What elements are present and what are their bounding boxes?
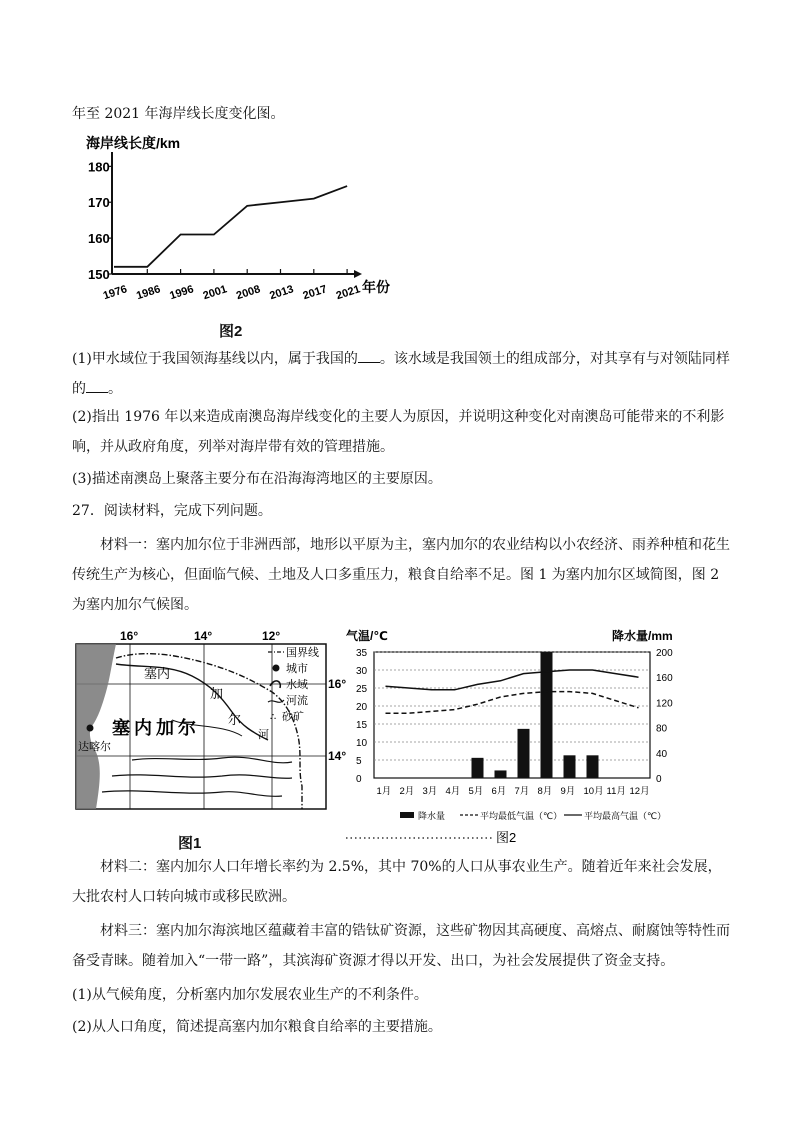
climate-left-tick-label: 30: [356, 666, 368, 677]
material-2: 材料二：塞内加尔人口年增长率约为 2.5%，其中 70%的人口从事农业生产。随着近年来社会发展，大批农村人口转向城市或移民欧洲。: [72, 859, 722, 905]
climate-left-tick-label: 35: [356, 648, 368, 659]
climate-chart-caption: 图2: [496, 830, 517, 845]
coast-y-tick-label: 180: [88, 159, 110, 175]
legend-border: 国界线: [286, 647, 319, 659]
city-dot-dakar: [87, 725, 94, 732]
climate-right-tick-label: 160: [656, 673, 673, 685]
climate-right-tick-label: 80: [656, 723, 668, 735]
climate-chart: [342, 626, 692, 848]
precip-bar: [495, 770, 507, 778]
climate-left-tick-label: 15: [356, 720, 368, 731]
climate-month-label: 3月: [422, 786, 438, 797]
intro-line: 年至 2021 年海岸线长度变化图。: [72, 106, 285, 122]
climate-plot-frame: [374, 652, 650, 778]
climate-right-tick-label: 200: [656, 648, 673, 659]
legend-max-temp: 平均最高气温（℃）: [584, 811, 667, 821]
river-char-1: 加: [210, 686, 224, 701]
answer-blank-2[interactable]: [86, 378, 108, 393]
coast-xlabel: 年份: [362, 279, 390, 295]
coast-y-tick-label: 150: [88, 267, 110, 282]
lon-label-16: 16°: [120, 629, 139, 643]
material-1: 材料一：塞内加尔位于非洲西部，地形以平原为主，塞内加尔的农业结构以小农经济、雨养种植和花生传统生产为核心，但面临气候、土地及人口多重压力，粮食自给率不足。图 1 为塞内加尔区域简图，图 2 为塞内加尔气候图。: [72, 537, 730, 613]
lat-label-14: 14°: [328, 749, 347, 763]
legend-city: 城市: [286, 663, 308, 675]
climate-month-label: 12月: [629, 786, 650, 797]
precip-bar: [472, 758, 484, 778]
river-char-2: 尔: [228, 712, 242, 727]
lat-label-16: 16°: [328, 677, 347, 691]
climate-month-label: 11月: [606, 786, 626, 797]
legend-water: 水域: [286, 679, 308, 691]
legend-precip: 降水量: [418, 811, 446, 821]
coast-x-tick-label: 2001: [201, 283, 229, 303]
q27-part2: (2)从人口角度，简述提高塞内加尔粮食自给率的主要措施。: [72, 1019, 442, 1035]
climate-left-tick-label: 5: [356, 756, 362, 767]
precip-bar: [564, 755, 576, 778]
climate-month-label: 10月: [583, 786, 604, 797]
coast-length-line: [114, 186, 347, 267]
map-caption: 图1: [178, 835, 202, 852]
climate-right-tick-label: 40: [656, 748, 668, 760]
climate-legend: [400, 810, 666, 821]
legend-sand-ore: 砂矿: [282, 711, 304, 723]
coast-ylabel: 海岸线长度/km: [86, 135, 181, 151]
city-label-dakar: 达喀尔: [78, 741, 111, 753]
legend-precip-swatch: [400, 812, 414, 818]
climate-month-label: 1月: [376, 786, 392, 797]
climate-left-tick-label: 25: [356, 684, 368, 695]
climate-left-tick-label: 10: [356, 738, 368, 749]
q26-part1: (1)甲水域位于我国领海基线以内，属于我国的 。该水域是我国领土的组成部分，对其享有与对领陆同样 的 。: [72, 344, 732, 404]
climate-left-tick-label: 0: [356, 774, 362, 785]
q26-part2: (2)指出 1976 年以来造成南澳岛海岸线变化的主要人为原因，并说明这种变化对南澳岛可能带来的不利影响，并从政府角度，列举对海岸带有效的管理措施。: [72, 409, 725, 455]
climate-month-label: 7月: [514, 786, 530, 797]
climate-month-label: 6月: [491, 786, 507, 797]
climate-left-tick-label: 20: [356, 702, 368, 713]
legend-min-temp: 平均最低气温（℃）: [480, 811, 563, 821]
region-label: 塞内: [144, 666, 171, 681]
climate-month-label: 2月: [399, 786, 415, 797]
country-label: 塞内加尔: [112, 718, 200, 738]
river-char-3: 河: [258, 729, 269, 741]
min-temp-line: [386, 692, 639, 714]
legend-sand-ore-icon: ∴: [270, 712, 277, 723]
coast-chart-caption: 图2: [219, 323, 243, 340]
coast-x-arrow: [354, 270, 362, 278]
q26-part3: (3)描述南澳岛上聚落主要分布在沿海海湾地区的主要原因。: [72, 471, 442, 487]
senegal-map: [72, 628, 347, 828]
coast-x-tick-label: 2017: [301, 283, 329, 303]
coast-x-tick-label: 1976: [101, 283, 129, 303]
coast-x-tick-label: 1996: [168, 283, 196, 303]
answer-blank-1[interactable]: [358, 348, 380, 363]
climate-right-tick-label: 0: [656, 774, 662, 785]
lon-label-12: 12°: [262, 629, 281, 643]
coast-x-tick-label: 2013: [268, 283, 296, 303]
climate-right-tick-label: 120: [656, 698, 673, 710]
q27-part1: (1)从气候角度，分析塞内加尔发展农业生产的不利条件。: [72, 987, 428, 1003]
coast-x-tick-label: 1986: [134, 283, 162, 303]
climate-ylabel-right: 降水量/mm: [612, 629, 673, 643]
climate-month-label: 9月: [560, 786, 576, 797]
legend-river: 河流: [286, 695, 308, 707]
climate-month-label: 4月: [445, 786, 461, 797]
material-3: 材料三：塞内加尔海滨地区蕴藏着丰富的锆钛矿资源，这些矿物因其高硬度、高熔点、耐腐蚀等特性而备受青睐。随着加入“一带一路”，其滨海矿资源才得以开发、出口，为社会发展提供了资金支持。: [72, 923, 730, 969]
q27-heading: 27．阅读材料，完成下列问题。: [72, 503, 272, 519]
coastline-chart: [72, 128, 412, 308]
coast-x-tick-label: 2008: [234, 283, 262, 303]
coast-x-tick-label: 2021: [334, 283, 362, 303]
climate-month-label: 5月: [468, 786, 484, 797]
climate-month-label: 8月: [537, 786, 553, 797]
max-temp-line: [386, 670, 639, 690]
lon-label-14: 14°: [194, 629, 213, 643]
coast-y-tick-label: 170: [88, 195, 110, 211]
coast-y-tick-label: 160: [88, 231, 110, 247]
precip-bar: [587, 755, 599, 778]
precip-bar: [518, 729, 530, 778]
climate-ylabel-left: 气温/℃: [346, 629, 388, 643]
